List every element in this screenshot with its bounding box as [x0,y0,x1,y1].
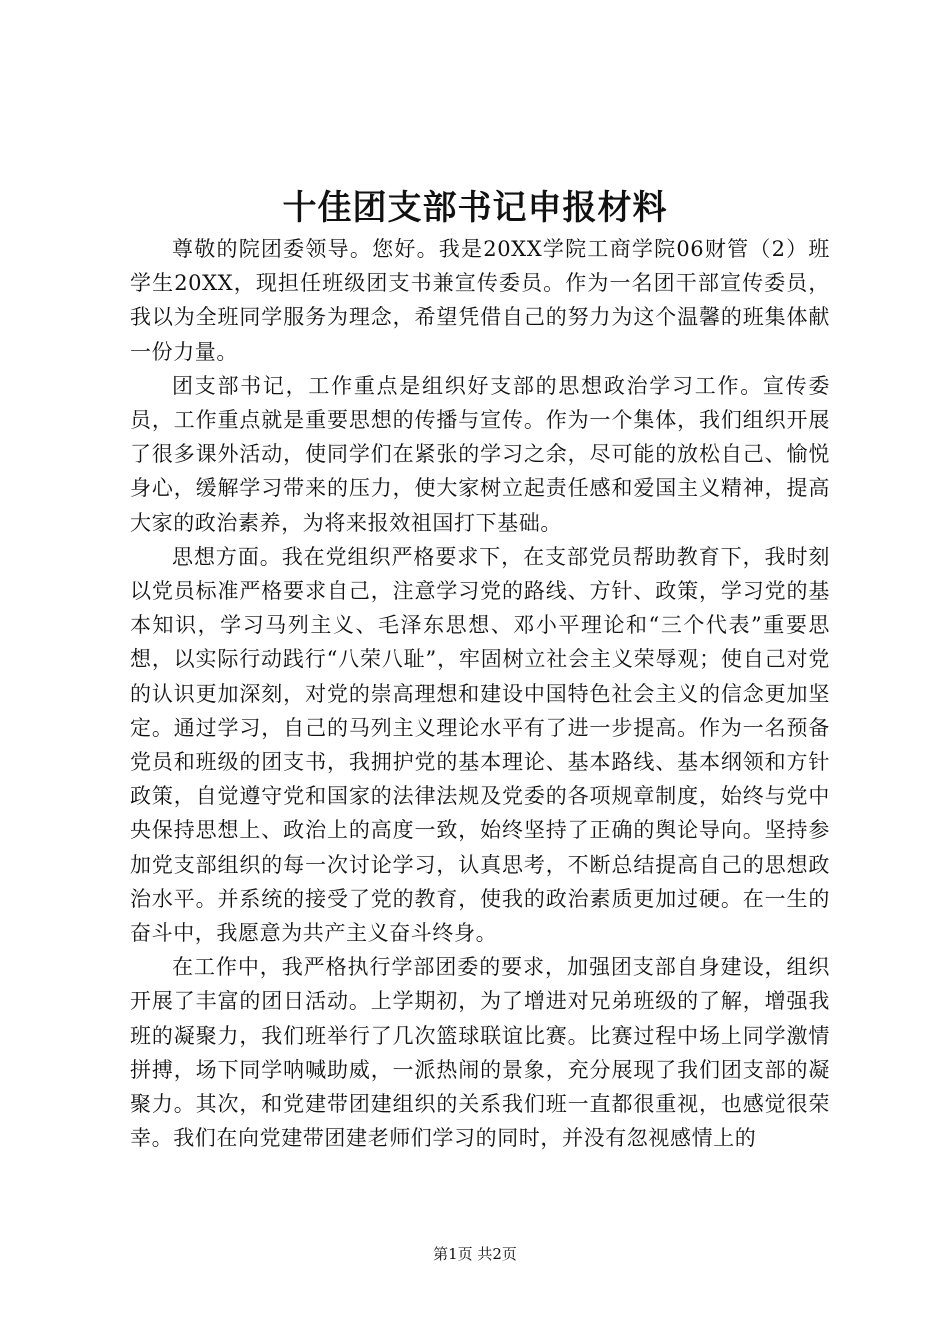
paragraph-work: 在工作中，我严格执行学部团委的要求，加强团支部自身建设，组织开展了丰富的团日活动。上学期初，为了增进对兄弟班级的了解，增强我班的凝聚力，我们班举行了几次篮球联谊比赛。比赛过程中场上同学激情拼搏，场下同学呐喊助威，一派热闹的景象，充分展现了我们团支部的凝聚力。其次，和党建带团建组织的关系我们班一直都很重视，也感觉很荣幸。我们在向党建带团建老师们学习的同时，并没有忽视感情上的 [130,955,830,1151]
page-footer: 第1页 共2页 [433,1245,517,1263]
paragraph-ideology: 思想方面。我在党组织严格要求下，在支部党员帮助教育下，我时刻以党员标准严格要求自己，注意学习党的路线、方针、政策，学习党的基本知识，学习马列主义、毛泽东思想、邓小平理论和“三个代表”重要思想，以实际行动践行“八荣八耻”，牢固树立社会主义荣辱观；使自己对党的认识更加深刻，对党的崇高理想和建设中国特色社会主义的信念更加坚定。通过学习，自己的马列主义理论水平有了进一步提高。作为一名预备党员和班级的团支书，我拥护党的基本理论、基本路线、基本纲领和方针政策，自觉遵守党和国家的法律法规及党委的各项规章制度，始终与党中央保持思想上、政治上的高度一致，始终坚持了正确的舆论导向。坚持参加党支部组织的每一次讨论学习，认真思考，不断总结提高自己的思想政治水平。并系统的接受了党的教育，使我的政治素质更加过硬。在一生的奋斗中，我愿意为共产主义奋斗终身。 [130,544,830,946]
paragraph-intro: 尊敬的院团委领导。您好。我是20XX学院工商学院06财管（2）班学生20XX，现担任班级团支书兼宣传委员。作为一名团干部宣传委员，我以为全班同学服务为理念，希望凭借自己的努力为这个温馨的班集体献一份力量。 [130,237,830,364]
document-body [130,232,830,1155]
document-title: 十佳团支部书记申报材料 [282,188,668,228]
paragraph-duties: 团支部书记，工作重点是组织好支部的思想政治学习工作。宣传委员，工作重点就是重要思想的传播与宣传。作为一个集体，我们组织开展了很多课外活动，使同学们在紧张的学习之余，尽可能的放松自己、愉悦身心，缓解学习带来的压力，使大家树立起责任感和爱国主义精神，提高大家的政治素养，为将来报效祖国打下基础。 [130,373,830,535]
